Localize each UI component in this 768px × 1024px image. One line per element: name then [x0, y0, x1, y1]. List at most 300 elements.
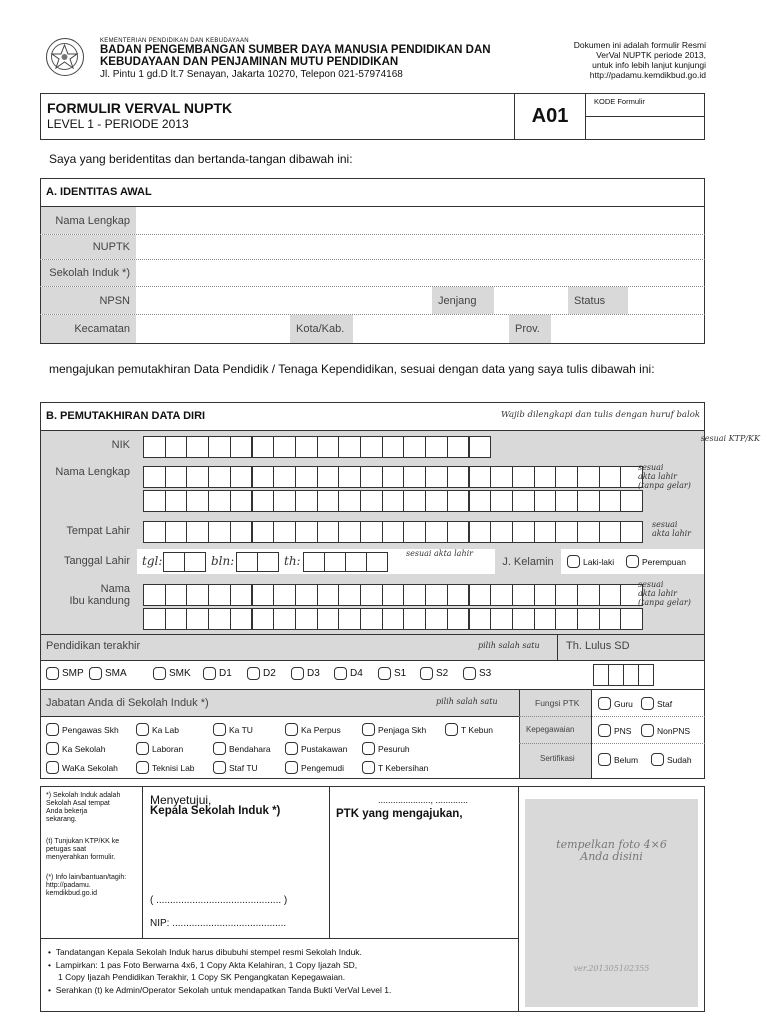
tempat-cell[interactable]	[165, 521, 188, 543]
ibu-cell[interactable]	[273, 584, 296, 606]
agency-line2: KEBUDAYAAN DAN PENJAMINAN MUTU PENDIDIKAN	[100, 56, 399, 68]
tempat-cell[interactable]	[143, 521, 166, 543]
ibu-cell[interactable]	[252, 584, 275, 606]
tempat-cell[interactable]	[534, 521, 557, 543]
option-label: D4	[350, 668, 363, 679]
nama-cell[interactable]	[360, 490, 383, 512]
nik-cell[interactable]	[360, 436, 383, 458]
option-smp[interactable]	[46, 667, 84, 680]
input-kota[interactable]	[353, 315, 509, 343]
ibu-cell[interactable]	[555, 584, 578, 606]
tempat-cell[interactable]	[447, 521, 470, 543]
nama-cell[interactable]	[555, 466, 578, 488]
radio-icon[interactable]	[46, 667, 59, 680]
divider	[519, 743, 705, 744]
option-label: S1	[394, 668, 407, 679]
nik-cell[interactable]	[273, 436, 296, 458]
option-label: Ka Perpus	[301, 724, 341, 735]
label-nama: Nama Lengkap	[55, 466, 130, 478]
radio-icon[interactable]	[598, 753, 611, 766]
option-smk[interactable]	[153, 667, 191, 680]
option-label: Pengemudi	[301, 762, 345, 773]
nama-cell[interactable]	[403, 490, 426, 512]
nama-cell[interactable]	[230, 490, 253, 512]
nama-cell[interactable]	[425, 490, 448, 512]
option-jabatan[interactable]	[46, 761, 118, 774]
radio-icon[interactable]	[463, 667, 476, 680]
nama-cell[interactable]	[208, 490, 231, 512]
ibu-cell[interactable]	[143, 584, 166, 606]
nama-cell[interactable]	[469, 490, 492, 512]
ibu-cell[interactable]	[338, 584, 361, 606]
nama-cell[interactable]	[490, 466, 513, 488]
ministry-name: KEMENTERIAN PENDIDIKAN DAN KEBUDAYAAN	[100, 38, 249, 44]
radio-icon[interactable]	[136, 761, 149, 774]
form-title: FORMULIR VERVAL NUPTK	[47, 100, 233, 116]
tempat-cell[interactable]	[620, 521, 643, 543]
nama-cell[interactable]	[273, 490, 296, 512]
input-nuptk[interactable]	[136, 235, 704, 259]
bln-cell[interactable]	[257, 552, 279, 572]
tempat-cell[interactable]	[338, 521, 361, 543]
nama-cell[interactable]	[555, 490, 578, 512]
note-line: akta lahir	[638, 472, 678, 481]
option-sma[interactable]	[89, 667, 127, 680]
lulus-cell[interactable]	[638, 664, 654, 686]
nik-cell[interactable]	[230, 436, 253, 458]
nama-cell[interactable]	[534, 490, 557, 512]
option-d1[interactable]	[203, 667, 232, 680]
tempat-cell[interactable]	[555, 521, 578, 543]
ibu-cell[interactable]	[534, 608, 557, 630]
tempat-cell[interactable]	[469, 521, 492, 543]
nama-cell[interactable]	[490, 490, 513, 512]
ibu-cell[interactable]	[208, 584, 231, 606]
date-field[interactable]: ....................., .............	[378, 795, 469, 805]
nama-cell[interactable]	[252, 466, 275, 488]
radio-icon[interactable]	[46, 761, 59, 774]
note-line: (t) Tunjukan KTP/KK ke	[46, 838, 120, 845]
option-d3[interactable]	[291, 667, 320, 680]
nik-cell[interactable]	[295, 436, 318, 458]
option-label: Staf	[657, 698, 673, 709]
input-jenjang[interactable]	[494, 287, 568, 314]
option-label: D1	[219, 668, 232, 679]
note-line: sekarang.	[46, 816, 77, 823]
note-line: akta lahir	[638, 589, 678, 598]
radio-icon[interactable]	[213, 723, 226, 736]
nama-cell[interactable]	[295, 490, 318, 512]
option-jabatan[interactable]	[285, 723, 341, 736]
nama-cell[interactable]	[252, 490, 275, 512]
input-nama-awal[interactable]	[136, 207, 704, 234]
nama-cell[interactable]	[599, 490, 622, 512]
nama-cell[interactable]	[620, 490, 643, 512]
option-jabatan[interactable]	[136, 742, 183, 755]
instruction-item: • Serahkan (t) ke Admin/Operator Sekolah untuk mendapatkan Tanda Bukti VerVal Level 1.	[48, 984, 392, 995]
lulus-cell[interactable]	[593, 664, 609, 686]
section-a-title: A. IDENTITAS AWAL	[46, 186, 152, 198]
ibu-cell[interactable]	[295, 584, 318, 606]
tempat-cell[interactable]	[382, 521, 405, 543]
radio-icon[interactable]	[203, 667, 216, 680]
ibu-cell[interactable]	[165, 584, 188, 606]
nik-cell[interactable]	[469, 436, 492, 458]
nama-cell[interactable]	[230, 466, 253, 488]
th-cell[interactable]	[303, 552, 325, 572]
option-jabatan[interactable]	[136, 723, 179, 736]
option-label: SMA	[105, 668, 127, 679]
label-npsn: NPSN	[41, 287, 136, 314]
nik-cell[interactable]	[252, 436, 275, 458]
radio-icon[interactable]	[46, 723, 59, 736]
note-line: http://padamu.	[46, 882, 91, 889]
option-label: SMK	[169, 668, 191, 679]
note-line: petugas saat	[46, 846, 87, 853]
option-d4[interactable]	[334, 667, 363, 680]
photo-hint	[525, 839, 698, 863]
photo-hint-line: Anda disini	[580, 850, 643, 863]
tempat-cell[interactable]	[403, 521, 426, 543]
nama-note	[638, 463, 691, 490]
nama-cell[interactable]	[295, 466, 318, 488]
radio-icon[interactable]	[247, 667, 260, 680]
radio-icon[interactable]	[285, 761, 298, 774]
nik-cell[interactable]	[165, 436, 188, 458]
radio-icon[interactable]	[445, 723, 458, 736]
label-pendidikan: Pendidikan terakhir	[46, 640, 141, 652]
input-kecamatan[interactable]	[136, 315, 290, 343]
option-d2[interactable]	[247, 667, 276, 680]
agency-line1: BADAN PENGEMBANGAN SUMBER DAYA MANUSIA PENDIDIKAN DAN	[100, 44, 491, 56]
option-s3[interactable]	[463, 667, 491, 680]
ibu-cell[interactable]	[403, 584, 426, 606]
ibu-cell[interactable]	[534, 584, 557, 606]
nama-cell[interactable]	[208, 466, 231, 488]
radio-icon[interactable]	[362, 723, 375, 736]
ibu-cell[interactable]	[186, 608, 209, 630]
label-sekolah: Sekolah Induk *)	[41, 260, 136, 286]
radio-icon[interactable]	[651, 753, 664, 766]
nama-cell[interactable]	[338, 490, 361, 512]
option-label: PNS	[614, 725, 632, 736]
radio-icon[interactable]	[598, 724, 611, 737]
kepala-name-field[interactable]: ( ............................................. )	[150, 895, 288, 906]
instruction-item: • Lampirkan: 1 pas Foto Berwarna 4x6, 1 Copy Akta Kelahiran, 1 Copy Ijazah SD,	[48, 959, 358, 970]
radio-icon[interactable]	[46, 742, 59, 755]
lulus-cell[interactable]	[623, 664, 639, 686]
ibu-cell[interactable]	[447, 608, 470, 630]
footnote-sekolah	[46, 792, 140, 824]
ibu-cell[interactable]	[577, 608, 600, 630]
option-label: Pustakawan	[301, 743, 348, 754]
tempat-note	[652, 520, 691, 538]
instruction-text: Lampirkan: 1 pas Foto Berwarna 4x6, 1 Copy Akta Kelahiran, 1 Copy Ijazah SD,	[55, 959, 358, 970]
ibu-cell[interactable]	[273, 608, 296, 630]
tempat-cell[interactable]	[252, 521, 275, 543]
nama-cell[interactable]	[577, 466, 600, 488]
ibu-cell[interactable]	[620, 608, 643, 630]
radio-icon[interactable]	[136, 723, 149, 736]
instruction-item	[48, 971, 513, 984]
option-jabatan[interactable]	[136, 761, 195, 774]
ibu-cell[interactable]	[447, 584, 470, 606]
option-label: S3	[479, 668, 492, 679]
nama-cell[interactable]	[273, 466, 296, 488]
option-perempuan[interactable]	[626, 555, 686, 568]
radio-icon[interactable]	[285, 742, 298, 755]
pendidikan-hint: pilih salah satu	[478, 641, 540, 650]
tempat-cell[interactable]	[186, 521, 209, 543]
option-label: T Kebersihan	[378, 762, 429, 773]
divider	[40, 660, 705, 661]
option-jabatan[interactable]	[362, 761, 428, 774]
ibu-cell[interactable]	[208, 608, 231, 630]
nama-cell[interactable]	[143, 490, 166, 512]
nama-cell[interactable]	[360, 466, 383, 488]
ibu-cell[interactable]	[360, 584, 383, 606]
radio-icon[interactable]	[362, 761, 375, 774]
option-label: Ka TU	[229, 724, 253, 735]
option-label: Laboran	[152, 743, 184, 754]
option-jabatan[interactable]	[445, 723, 493, 736]
th-cell[interactable]	[345, 552, 367, 572]
tempat-cell[interactable]	[490, 521, 513, 543]
option-label: D3	[307, 668, 320, 679]
ibu-cell[interactable]	[490, 608, 513, 630]
ibu-cell[interactable]	[295, 608, 318, 630]
radio-icon[interactable]	[378, 667, 391, 680]
ibu-cell[interactable]	[469, 584, 492, 606]
option-jabatan[interactable]	[362, 742, 410, 755]
radio-icon[interactable]	[362, 742, 375, 755]
bln-label: bln:	[211, 554, 235, 568]
ibu-cell[interactable]	[382, 584, 405, 606]
radio-icon[interactable]	[334, 667, 347, 680]
tempat-cell[interactable]	[317, 521, 340, 543]
ibu-cell[interactable]	[230, 584, 253, 606]
ibu-cell[interactable]	[599, 584, 622, 606]
tempat-cell[interactable]	[577, 521, 600, 543]
nama-cell[interactable]	[382, 490, 405, 512]
option-label: Bendahara	[229, 743, 271, 754]
label-tempat: Tempat Lahir	[66, 525, 130, 537]
radio-icon[interactable]	[567, 555, 580, 568]
option-guru[interactable]	[598, 697, 633, 710]
ibu-cell[interactable]	[317, 608, 340, 630]
note-line: sesuai	[638, 580, 664, 589]
th-cell[interactable]	[366, 552, 388, 572]
form-code: A01	[514, 93, 586, 140]
radio-icon[interactable]	[285, 723, 298, 736]
nama-cell[interactable]	[317, 466, 340, 488]
footnote-ktp	[46, 838, 140, 862]
option-jabatan[interactable]	[285, 761, 344, 774]
radio-icon[interactable]	[213, 761, 226, 774]
option-s1[interactable]	[378, 667, 406, 680]
ibu-cell[interactable]	[512, 584, 535, 606]
nama-cell[interactable]	[317, 490, 340, 512]
option-jabatan[interactable]	[213, 723, 253, 736]
option-jabatan[interactable]	[46, 742, 105, 755]
bln-cell[interactable]	[236, 552, 258, 572]
tempat-cell[interactable]	[273, 521, 296, 543]
option-jabatan[interactable]	[213, 761, 258, 774]
tempat-cell[interactable]	[360, 521, 383, 543]
option-label: Staf TU	[229, 762, 258, 773]
label-line: Ibu kandung	[69, 595, 130, 607]
nik-cell[interactable]	[143, 436, 166, 458]
nama-cell[interactable]	[512, 466, 535, 488]
th-cell[interactable]	[324, 552, 346, 572]
tempat-cell[interactable]	[599, 521, 622, 543]
ibu-note	[638, 580, 691, 607]
jabatan-hint: pilih salah satu	[436, 697, 498, 706]
option-laki[interactable]	[567, 555, 614, 568]
header-note	[536, 40, 706, 80]
label-jenjang: Jenjang	[432, 287, 494, 314]
tanggal-note: sesuai akta lahir	[406, 549, 473, 558]
label-jabatan: Jabatan Anda di Sekolah Induk *)	[46, 697, 209, 709]
ibu-cell[interactable]	[577, 584, 600, 606]
nik-cell[interactable]	[403, 436, 426, 458]
tgl-label: tgl:	[142, 554, 163, 568]
nik-cell[interactable]	[338, 436, 361, 458]
input-prov[interactable]	[551, 315, 704, 343]
nama-cell[interactable]	[382, 466, 405, 488]
photo-hint-line: tempelkan foto 4×6	[556, 838, 667, 851]
ibu-cell[interactable]	[230, 608, 253, 630]
ibu-cell[interactable]	[403, 608, 426, 630]
option-jabatan[interactable]	[46, 723, 119, 736]
label-lulus: Th. Lulus SD	[566, 640, 630, 652]
tempat-cell[interactable]	[208, 521, 231, 543]
tgl-cell[interactable]	[163, 552, 185, 572]
ibu-cell[interactable]	[143, 608, 166, 630]
nama-cell[interactable]	[338, 466, 361, 488]
ibu-cell[interactable]	[599, 608, 622, 630]
option-jabatan[interactable]	[285, 742, 347, 755]
nama-cell[interactable]	[447, 490, 470, 512]
ibu-cell[interactable]	[512, 608, 535, 630]
radio-icon[interactable]	[420, 667, 433, 680]
radio-icon[interactable]	[89, 667, 102, 680]
label-kepeg: Kepegawaian	[526, 725, 575, 734]
ibu-cell[interactable]	[555, 608, 578, 630]
ibu-cell[interactable]	[252, 608, 275, 630]
option-label: Pengawas Skh	[62, 724, 119, 735]
input-npsn[interactable]	[136, 287, 432, 314]
address: Jl. Pintu 1 gd.D lt.7 Senayan, Jakarta 10270, Telepon 021-57974168	[100, 69, 403, 80]
tempat-cell[interactable]	[230, 521, 253, 543]
option-pns[interactable]	[598, 724, 631, 737]
nik-cell[interactable]	[317, 436, 340, 458]
label-nik: NIK	[111, 439, 130, 451]
instruction-text: 1 Copy Ijazah Pendidikan Terakhir, 1 Copy SK Pengangkatan Kepegawaian.	[58, 972, 346, 982]
nama-cell[interactable]	[599, 466, 622, 488]
option-jabatan[interactable]	[213, 742, 271, 755]
nama-cell[interactable]	[512, 490, 535, 512]
ibu-cell[interactable]	[165, 608, 188, 630]
nama-cell[interactable]	[577, 490, 600, 512]
ibu-cell[interactable]	[425, 608, 448, 630]
note-line: sesuai	[638, 463, 664, 472]
ibu-cell[interactable]	[317, 584, 340, 606]
option-jabatan[interactable]	[362, 723, 426, 736]
ibu-cell[interactable]	[469, 608, 492, 630]
version-label: ver.201305102355	[573, 964, 650, 973]
option-nonpns[interactable]	[641, 724, 690, 737]
option-staf[interactable]	[641, 697, 672, 710]
code-label: KODE Formulir	[594, 97, 645, 106]
note-line: http://padamu.kemdikbud.go.id	[589, 70, 706, 80]
nama-cell[interactable]	[425, 466, 448, 488]
radio-icon[interactable]	[291, 667, 304, 680]
tgl-cell[interactable]	[184, 552, 206, 572]
option-s2[interactable]	[420, 667, 448, 680]
nama-cell[interactable]	[534, 466, 557, 488]
radio-icon[interactable]	[213, 742, 226, 755]
nip-field[interactable]: NIP: .........................................	[150, 918, 287, 929]
input-sekolah[interactable]	[136, 260, 704, 286]
nik-cell[interactable]	[382, 436, 405, 458]
option-belum[interactable]	[598, 753, 638, 766]
radio-icon[interactable]	[641, 724, 654, 737]
input-status[interactable]	[628, 287, 704, 314]
ibu-cell[interactable]	[425, 584, 448, 606]
ibu-cell[interactable]	[382, 608, 405, 630]
radio-icon[interactable]	[136, 742, 149, 755]
photo-placeholder[interactable]	[525, 799, 698, 1007]
option-label: Pesuruh	[378, 743, 410, 754]
tempat-cell[interactable]	[295, 521, 318, 543]
ibu-cell[interactable]	[490, 584, 513, 606]
note-line: akta lahir	[652, 529, 692, 538]
option-label: Teknisi Lab	[152, 762, 195, 773]
tempat-cell[interactable]	[512, 521, 535, 543]
tempat-cell[interactable]	[425, 521, 448, 543]
nik-cell[interactable]	[425, 436, 448, 458]
label-status: Status	[568, 287, 628, 314]
radio-icon[interactable]	[626, 555, 639, 568]
radio-icon[interactable]	[598, 697, 611, 710]
ibu-cell[interactable]	[186, 584, 209, 606]
nama-cell[interactable]	[165, 490, 188, 512]
nama-cell[interactable]	[143, 466, 166, 488]
option-label: NonPNS	[657, 725, 691, 736]
lulus-cell[interactable]	[608, 664, 624, 686]
nama-cell[interactable]	[403, 466, 426, 488]
option-label: Guru	[614, 698, 633, 709]
radio-icon[interactable]	[641, 697, 654, 710]
nama-cell[interactable]	[447, 466, 470, 488]
note-line: sesuai	[652, 520, 678, 529]
nik-cell[interactable]	[447, 436, 470, 458]
option-sudah[interactable]	[651, 753, 692, 766]
nik-cell[interactable]	[186, 436, 209, 458]
option-label: Perempuan	[642, 556, 686, 567]
ibu-cell[interactable]	[360, 608, 383, 630]
radio-icon[interactable]	[153, 667, 166, 680]
note-line: VerVal NUPTK periode 2013,	[596, 50, 706, 60]
divider	[142, 786, 143, 938]
ibu-cell[interactable]	[338, 608, 361, 630]
nik-cell[interactable]	[208, 436, 231, 458]
nama-cell[interactable]	[469, 466, 492, 488]
nama-cell[interactable]	[186, 490, 209, 512]
nama-cell[interactable]	[165, 466, 188, 488]
nama-cell[interactable]	[186, 466, 209, 488]
